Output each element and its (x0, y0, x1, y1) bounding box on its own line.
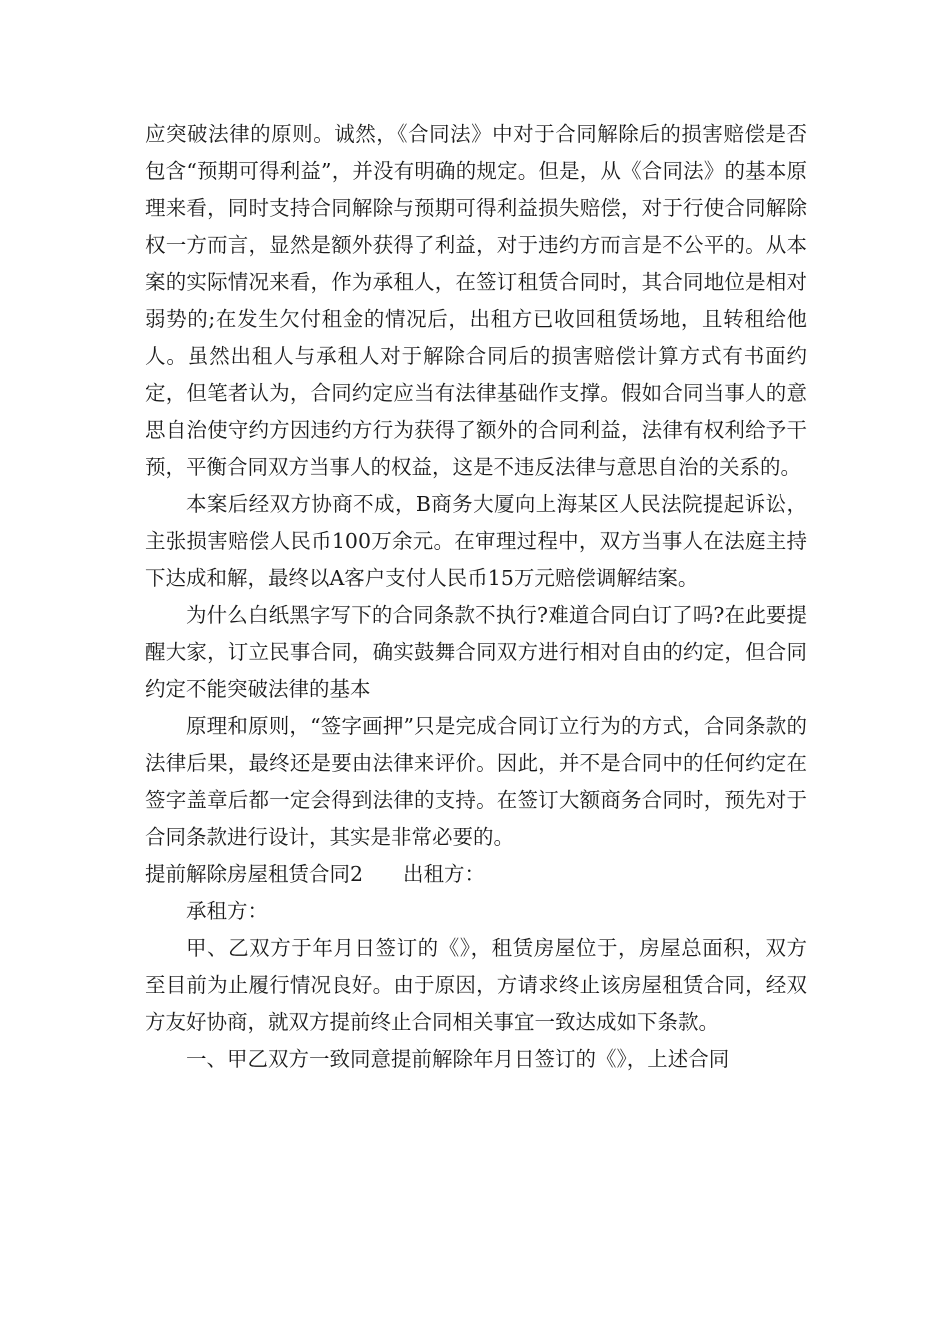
lessee-label: 承租方： (186, 899, 268, 923)
paragraph-contract-law-principle: 应突破法律的原则。诚然，《合同法》中对于合同解除后的损害赔偿是否包含“预期可得利益”，并没有明确的规定。但是，从《合同法》的基本原理来看，同时支持合同解除与预期可得利益损失赔偿，对于行使合同解除权一方而言，显然是额外获得了利益，对于违约方而言是不公平的。从本案的实际情况来看，作为承租人，在签订租赁合同时，其合同地位是相对弱势的;在发生欠付租金的情况后，出租方已收回租赁场地，且转租给他人。虽然出租人与承租人对于解除合同后的损害赔偿计算方式有书面约定，但笔者认为，合同约定应当有法律基础作支撑。假如合同当事人的意思自治使守约方因违约方行为获得了额外的合同利益，法律有权利给予干预，平衡合同双方当事人的权益，这是不违反法律与意思自治的关系的。 (145, 122, 807, 479)
document-page (145, 116, 807, 1078)
paragraph-principles: 原理和原则，“签字画押”只是完成合同订立行为的方式，合同条款的法律后果，最终还是要由法律来评价。因此，并不是合同中的任何约定在签字盖章后都一定会得到法律的支持。在签订大额商务合同时，预先对于合同条款进行设计，其实是非常必要的。 (145, 714, 807, 849)
lessor-label: 出租方： (403, 862, 486, 886)
paragraph-clause-one: 一、甲乙双方一致同意提前解除年月日签订的《》，上述合同 (186, 1047, 730, 1071)
paragraph-reminder: 为什么白纸黑字写下的合同条款不执行?难道合同白订了吗?在此要提醒大家，订立民事合同，确实鼓舞合同双方进行相对自由的约定，但合同约定不能突破法律的基本 (145, 603, 807, 701)
paragraph-case-outcome: 本案后经双方协商不成，B商务大厦向上海某区人民法院提起诉讼，主张损害赔偿人民币100万余元。在审理过程中，双方当事人在法庭主持下达成和解，最终以A客户支付人民币15万元赔偿调解结案。 (145, 492, 807, 590)
paragraph-agreement-intro: 甲、乙双方于年月日签订的《》，租赁房屋位于，房屋总面积，双方至目前为止履行情况良好。由于原因，方请求终止该房屋租赁合同，经双方友好协商，就双方提前终止合同相关事宜一致达成如下条款。 (145, 936, 807, 1034)
section-title-line (145, 856, 807, 893)
section-title: 提前解除房屋租赁合同2 (145, 862, 364, 886)
